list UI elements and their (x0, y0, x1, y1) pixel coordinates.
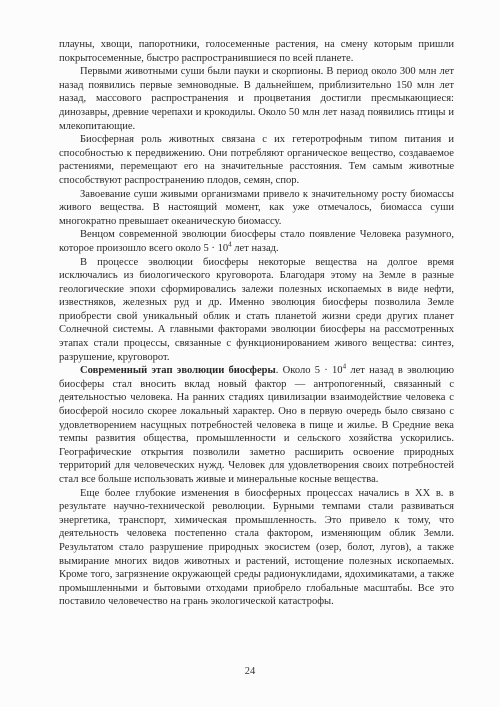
text-run: Завоевание суши живыми организмами привело к значительному росту биомассы живого вещества. В настоящий момент, как уже отмечалось, биомасса суши многократно превышает океаническую биомассу. (59, 188, 454, 227)
paragraph-homo-sapiens (59, 228, 454, 255)
text-run: В процессе эволюции биосферы некоторые вещества на долгое время исключались из биологического круговорота. Благодаря этому на Земле в разные геологические эпохи сформировались залежи полезных ископаемых в виде нефти, известняков, железных руд и др. Именно эволюция биосферы позволила Земле приобрести свой уникальный облик и стать планетой жизни среди других планет Солнечной системы. А главными факторами эволюции биосферы на рассмотренных этапах стали процессы, связанные с функционированием живого вещества: синтез, разрушение, круговорот. (59, 256, 454, 363)
paragraph-20th-century (59, 487, 454, 609)
paragraph-biosphere-evolution (59, 256, 454, 365)
text-run: лет назад в эволюцию биосферы стал вносить вклад новый фактор — антропогенный, связанный с деятельностью человека. На ранних стадиях цивилизации взаимодействие человека с биосферой носило скорее локальный характер. Оно в первую очередь было связано с удовлетворением насущных потребностей человека в пище и жилье. В Средние века темпы развития общества, промышленности и сельского хозяйства ускорились. Географические открытия позволили заметно расширить освоение природных территорий для человеческих нужд. Человек для удовлетворения своих потребностей стал все больше использовать живые и минеральные косные вещества. (59, 365, 454, 485)
paragraph-animal-role (59, 133, 454, 187)
page-number: 24 (244, 666, 256, 677)
paragraph-first-land-animals (59, 65, 454, 133)
exponent: 4 (228, 240, 232, 249)
text-run: Еще более глубокие изменения в биосферных процессах начались в XX в. в результате научно-технической революции. Бурными темпами стали развиваться энергетика, транспорт, химическая промышленность. Это привело к тому, что деятельность человека постепенно стала фактором, изменяющим облик Земли. Результатом стало разрушение природных экосистем (озер, болот, лугов), а также вымирание многих видов животных и растений, истощение полезных ископаемых. Кроме того, загрязнение окружающей среды радионуклидами, ядохимикатами, а также промышленными и бытовыми отходами приобрело глобальные масштабы. Все это поставило человечество на грань экологической катастрофы. (59, 487, 454, 608)
text-run: Венцом современной эволюции биосферы стало появление Человека разумного, которое произошло всего около 5 · 10 (59, 229, 454, 254)
text-run: . Около 5 · 10 (275, 365, 343, 377)
paragraph-land-conquest (59, 188, 454, 229)
exponent: 4 (342, 362, 347, 371)
body-text (59, 38, 454, 609)
text-run: Биосферная роль животных связана с их гетеротрофным типом питания и способностью к передвижению. Они потребляют органическое вещество, создаваемое растениями, перемещают его на значительные расстояния. Тем самым животные способствуют распространению плодов, семян, спор. (59, 134, 454, 186)
paragraph-continuation (59, 38, 454, 65)
section-heading-inline: Современный этап эволюции биосферы (80, 365, 276, 377)
text-run: плауны, хвощи, папоротники, голосеменные растения, на смену которым пришли покрытосеменные, быстро распространившиеся по всей планете. (59, 39, 454, 64)
text-run: Первыми животными суши были пауки и скорпионы. В период около 300 млн лет назад появились первые земноводные. В дальнейшем, приблизительно 150 млн лет назад, массового распространения и процветания достигли пресмыкающиеся: динозавры, древние черепахи и крокодилы. Около 50 млн лет назад появились птицы и млекопитающие. (59, 66, 454, 132)
text-run: лет назад. (231, 242, 279, 254)
paragraph-modern-stage (59, 364, 454, 486)
